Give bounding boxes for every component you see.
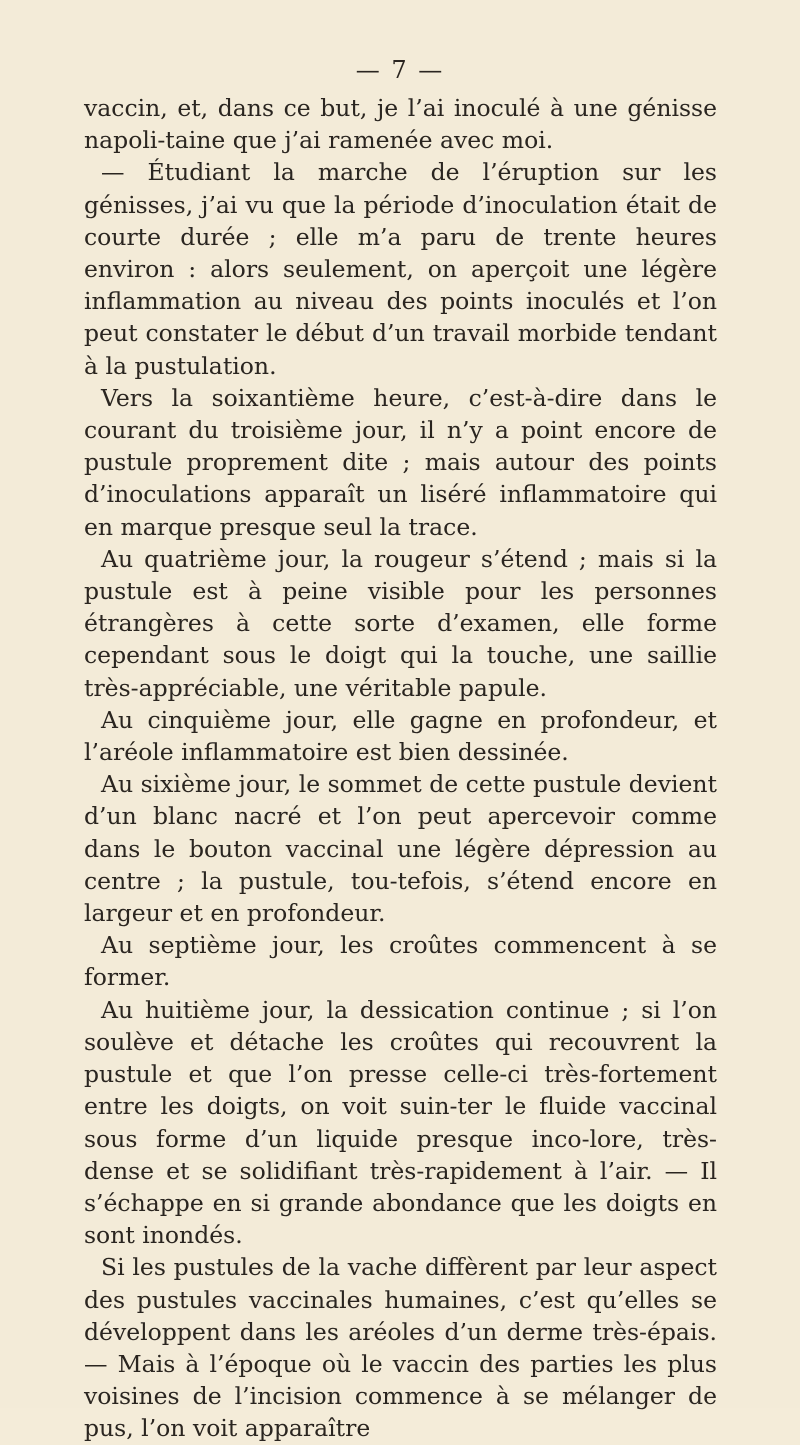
- paragraph-7: Au septième jour, les croûtes commencent à se former.: [84, 931, 717, 992]
- paragraph-3: Vers la soixantième heure, c’est-à-dire dans le courant du troisième jour, il n’y a point encore de pustule proprement dite ; mais autour des points d’inoculations apparaît un liséré inflammatoire qui en marque presque seul la trace.: [84, 383, 717, 541]
- paragraph-5: Au cinquième jour, elle gagne en profondeur, et l’aréole inflammatoire est bien dessinée.: [84, 705, 717, 767]
- paragraph-2: — Étudiant la marche de l’éruption sur les génisses, j’ai vu que la période d’inoculation était de courte durée ; elle m’a paru de trente heures environ : alors seulement, on aperçoit une légère inflammation au niveau des points inoculés et l’on peut constater le début d’un travail morbide tendant à la pustulation.: [84, 158, 717, 380]
- body-text: [84, 92, 717, 1445]
- paragraph-1: vaccin, et, dans ce but, je l’ai inoculé à une génisse napoli-taine que j’ai ramenée avec moi.: [84, 94, 717, 155]
- paragraph-8: Au huitième jour, la dessication continue ; si l’on soulève et détache les croûtes qui recouvrent la pustule et que l’on presse celle-ci très-fortement entre les doigts, on voit suin-ter le fluide vaccinal sous forme d’un liquide presque inco-lore, très-dense et se solidifiant très-rapidement à l’air. — Il s’échappe en si grande abondance que les doigts en sont inondés.: [84, 995, 717, 1250]
- paragraph-6: Au sixième jour, le sommet de cette pustule devient d’un blanc nacré et l’on peut apercevoir comme dans le bouton vaccinal une légère dépression au centre ; la pustule, tou-tefois, s’étend encore en largeur et en profondeur.: [84, 770, 717, 928]
- paragraph-4: Au quatrième jour, la rougeur s’étend ; mais si la pustule est à peine visible pour les personnes étrangères à cette sorte d’examen, elle forme cependant sous le doigt qui la touche, une saillie très-appréciable, une véritable papule.: [84, 544, 717, 702]
- paragraph-9: Si les pustules de la vache diffèrent par leur aspect des pustules vaccinales humaines, c’est qu’elles se développent dans les aréoles d’un derme très-épais. — Mais à l’époque où le vaccin des parties les plus voisines de l’incision commence à se mélanger de pus, l’on voit apparaître: [84, 1253, 717, 1443]
- page-number: — 7 —: [355, 56, 445, 84]
